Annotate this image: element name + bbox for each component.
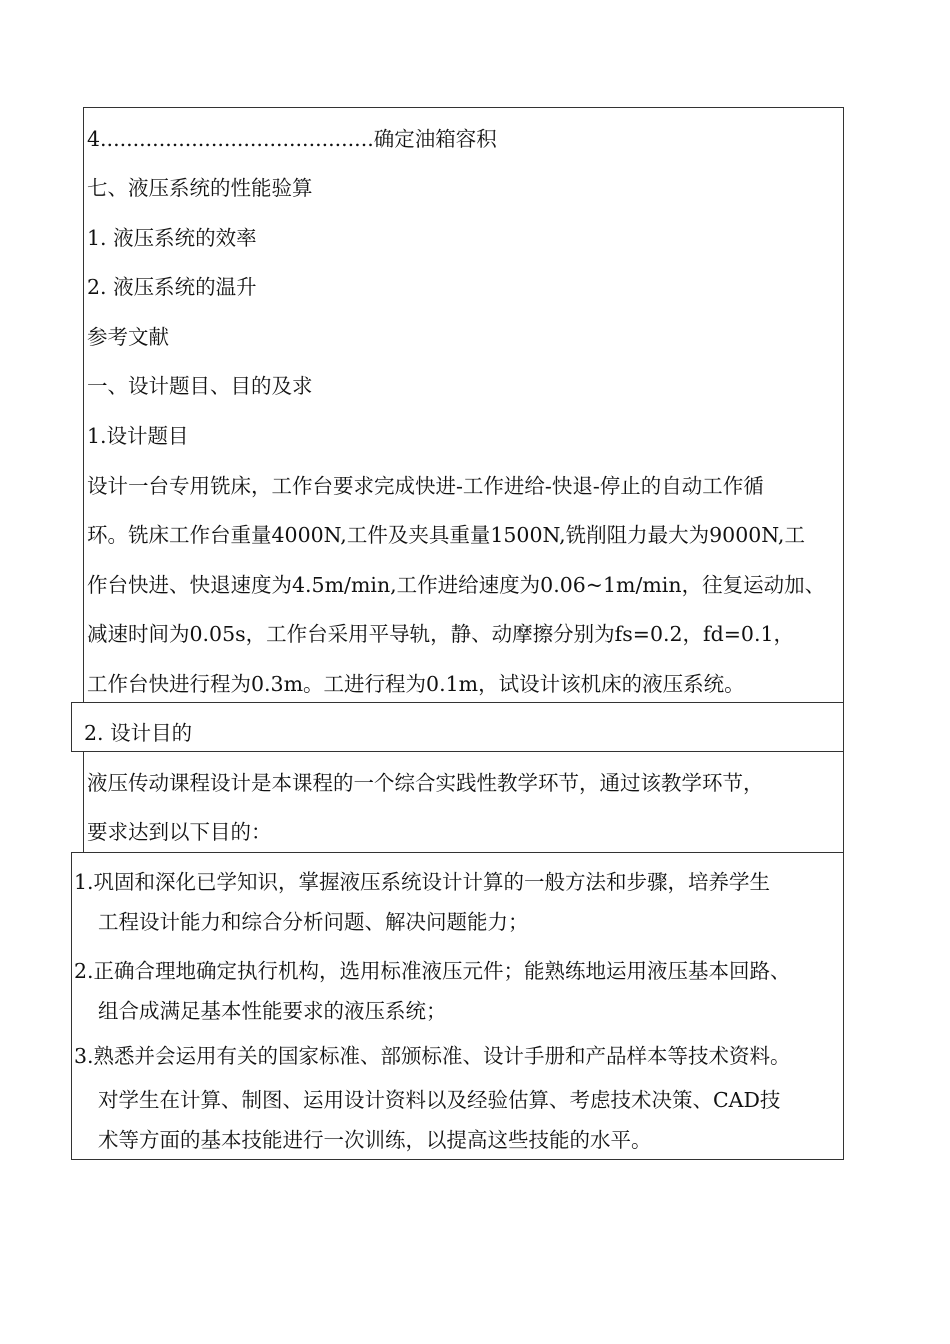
design-task-line: 工作台快进行程为0.3m。工进行程为0.1m，试设计该机床的液压系统。 bbox=[87, 672, 745, 696]
design-task-line: 环。铣床工作台重量4000N,工件及夹具重量1500N,铣削阻力最大为9000N,工 bbox=[87, 523, 805, 547]
toc-item-4: 4..........................................确定油箱容积 bbox=[87, 127, 497, 151]
toc-section-7: 七、液压系统的性能验算 bbox=[87, 176, 313, 200]
toc-item-7-2: 2. 液压系统的温升 bbox=[87, 275, 257, 299]
purpose-intro-line: 液压传动课程设计是本课程的一个综合实践性教学环节，通过该教学环节， bbox=[87, 771, 764, 795]
goal-1-line: 1.巩固和深化已学知识，掌握液压系统设计计算的一般方法和步骤，培养学生 bbox=[74, 870, 771, 894]
goal-2-line: 2.正确合理地确定执行机构，选用标准液压元件；能熟练地运用液压基本回路、 bbox=[74, 959, 791, 983]
goal-3-line: 对学生在计算、制图、运用设计资料以及经验估算、考虑技术决策、CAD技 bbox=[98, 1088, 781, 1112]
purpose-intro-line: 要求达到以下目的： bbox=[87, 820, 272, 844]
design-task-line: 减速时间为0.05s，工作台采用平导轨，静、动摩擦分别为fs=0.2，fd=0.1， bbox=[87, 622, 795, 646]
toc-references: 参考文献 bbox=[87, 325, 169, 349]
design-task-line: 作台快进、快退速度为4.5m/min,工作进给速度为0.06~1m/min，往复运动加、 bbox=[87, 573, 826, 597]
goal-3-line: 3.熟悉并会运用有关的国家标准、部颁标准、设计手册和产品样本等技术资料。 bbox=[74, 1044, 791, 1068]
design-task-line: 设计一台专用铣床，工作台要求完成快进-工作进给-快退-停止的自动工作循 bbox=[87, 474, 764, 498]
section-heading: 一、设计题目、目的及求 bbox=[87, 374, 313, 398]
subsection-title-2: 2. 设计目的 bbox=[84, 721, 193, 745]
toc-item-7-1: 1. 液压系统的效率 bbox=[87, 226, 257, 250]
goal-2-line: 组合成满足基本性能要求的液压系统； bbox=[98, 999, 447, 1023]
goal-1-line: 工程设计能力和综合分析问题、解决问题能力； bbox=[98, 910, 529, 934]
goal-3-line: 术等方面的基本技能进行一次训练，以提高这些技能的水平。 bbox=[98, 1128, 652, 1152]
subsection-title-1: 1.设计题目 bbox=[87, 424, 189, 448]
